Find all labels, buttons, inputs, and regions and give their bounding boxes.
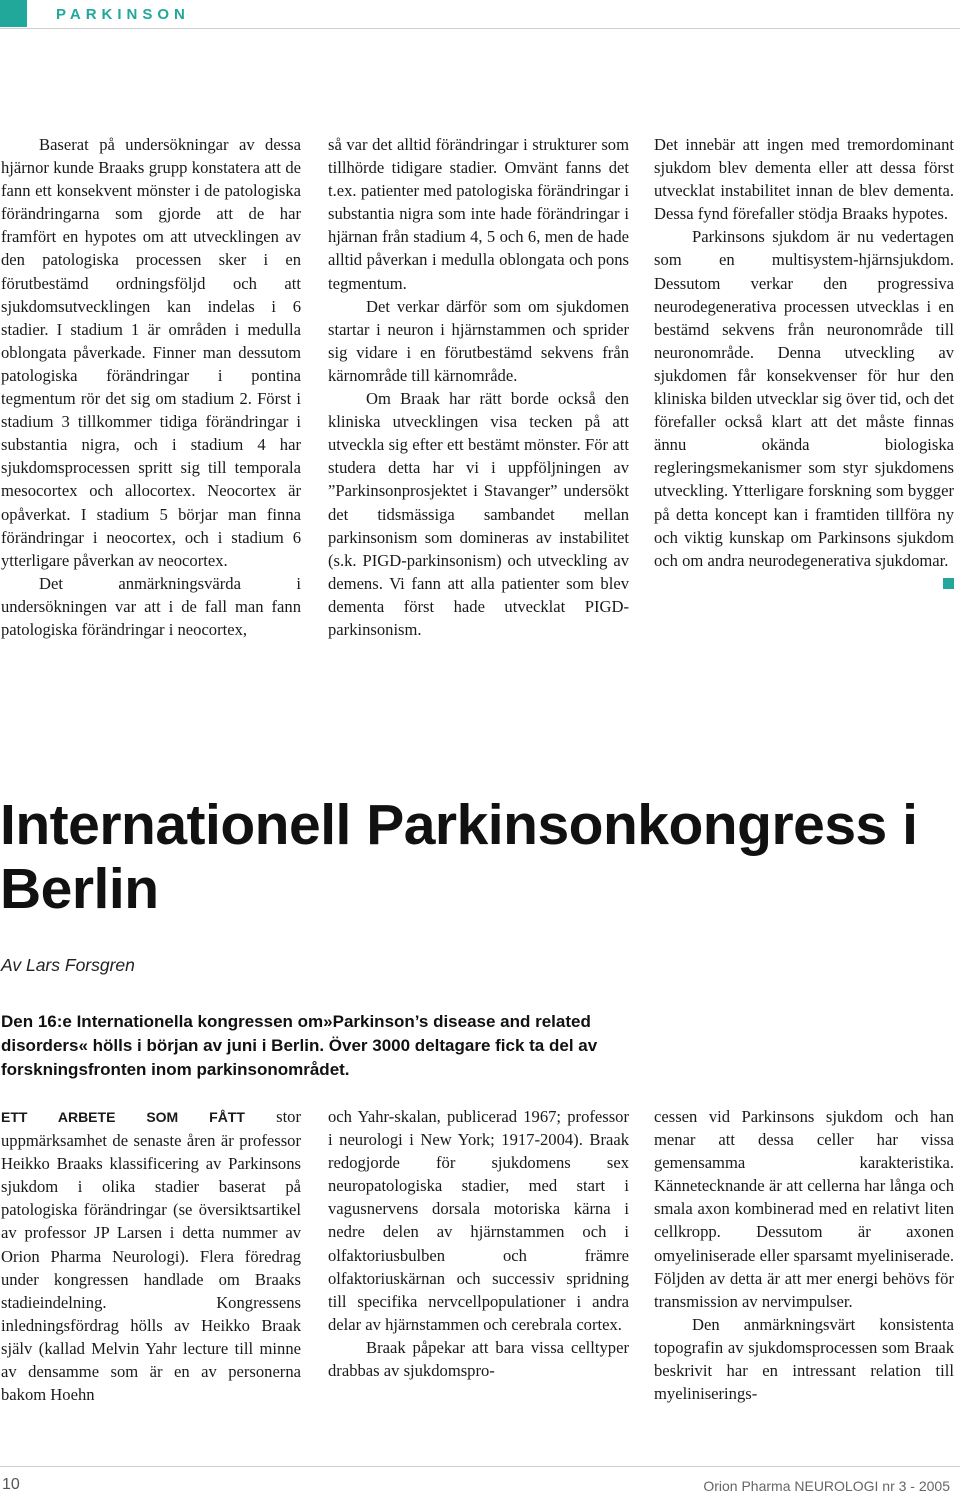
paragraph-text: Parkinsons sjukdom är nu vedertagen som en multisystem-hjärnsjukdom. Dessutom verkar den progressiva neurodegenerativa processen utvecklas i en bestämd sekvens från neuronområde till neuronområde. Denna utveckling av sjukdomen får konsekvenser för hur den kliniska bilden utvecklar sig över tid, och det förefaller också klart att det måste finnas ännu okända biologiska regleringsmekanismer som styr sjukdomens utveckling. Ytterligare forskning som bygger på detta koncept kan i framtiden tillföra ny och viktig kunskap om Parkinsons sjukdom och om andra neurodegenerativa sjukdomar. [654, 227, 954, 570]
section-label: PARKINSON [56, 6, 190, 23]
paragraph: Den anmärkningsvärt konsistenta topografin av sjukdomsprocessen som Braak beskrivit har en intressant relation till myeliniserings- [654, 1314, 954, 1404]
article-column-1 [1, 1105, 301, 1406]
article-column-3 [654, 1105, 954, 1405]
article-ingress: Den 16:e Internationella kongressen om»Parkinson’s disease and related disorders« hölls i början av juni i Berlin. Över 3000 deltagare fick ta del av forskningsfronten inom parkinsonområdet. [1, 1012, 598, 1080]
section-marker [0, 0, 27, 27]
paragraph: och Yahr-skalan, publicerad 1967; professor i neurologi i New York; 1917-2004). Braak redogjorde för sjukdomens sex neuropatologiska stadier, med start i vagusnervens dorsala motoriska kärna i nedre delen av hjärnstammen och i olfaktoriusbulben och främre olfaktoriuskärnan och successiv spridning till specifika nervcellpopulationer i andra delar av hjärnstammen och cerebrala cortex. [328, 1107, 629, 1334]
lead-in: ETT ARBETE SOM FÅTT [1, 1109, 245, 1125]
footer-divider [0, 1466, 960, 1467]
paragraph: Det verkar därför som om sjukdomen startar i neuron i hjärnstammen och sprider sig vidare i en förutbestämd sekvens från kärnområde till kärnområde. [328, 296, 629, 385]
page-number: 10 [2, 1476, 20, 1493]
paragraph: cessen vid Parkinsons sjukdom och han menar att dessa celler har vissa gemensamma karakteristika. Kännetecknande är att cellerna har långa och smala axon kombinerad med en relativt liten cellkropp. Dessutom är axonen omyeliniserade eller sparsamt myeliniserade. Följden av detta är att mer energi behövs för transmission av nervimpulser. [654, 1107, 954, 1311]
article-title: Internationell Parkinsonkongress i Berlin [0, 793, 918, 921]
end-of-article-icon [943, 578, 954, 589]
paragraph [1, 1105, 301, 1406]
paragraph: Det anmärkningsvärda i undersökningen var att i de fall man fann patologiska förändringar i neocortex, [1, 573, 301, 639]
paragraph [654, 225, 954, 571]
upper-column-1 [1, 133, 301, 641]
article-column-2 [328, 1105, 629, 1382]
article-byline: Av Lars Forsgren [1, 955, 135, 975]
upper-column-3 [654, 133, 954, 589]
paragraph: Om Braak har rätt borde också den kliniska utvecklingen visa tecken på att utveckla sig efter ett bestämt mönster. För att studera detta har vi i uppföljningen av ”Parkinsonprosjektet i Stavanger” undersökt det tidsmässiga sambandet mellan parkinsonism som domineras av instabilitet (s.k. PIGD-parkinsonism) och utveckling av demens. Vi fann att alla patienter som blev dementa först hade utvecklat PIGD-parkinsonism. [328, 389, 629, 639]
upper-column-2 [328, 133, 629, 641]
paragraph: Baserat på undersökningar av dessa hjärnor kunde Braaks grupp konstatera att de fann ett konsekvent mönster i de patologiska förändringarna som gjorde att de har framfört en hypotes om att utvecklingen av den patologiska processen sker i en förutbestämd ordningsföljd och att sjukdomsutvecklingen kan indelas i 6 stadier. I stadium 1 är områden i medulla oblongata påverkade. Finner man dessutom patologiska förändringar i pontina tegmentum rör det sig om stadium 2. Först i stadium 3 tillkommer tidiga förändringar i substantia nigra, och i stadium 4 har sjukdomsprocessen spritt sig till temporala mesocortex och allocortex. Neocortex är opåverkat. I stadium 5 börjar man finna förändringar i neocortex, och i stadium 6 ytterligare påverkan av neocortex. [1, 135, 301, 570]
paragraph: Braak påpekar att bara vissa celltyper drabbas av sjukdomspro- [328, 1337, 629, 1381]
journal-name: Orion Pharma NEUROLOGI nr 3 - 2005 [703, 1478, 950, 1494]
header-divider [0, 28, 960, 29]
paragraph-text: stor uppmärksamhet de senaste åren är professor Heikko Braaks klassificering av Parkinsons sjukdom i olika stadier baserat på patologiska förändringar (se översiktsartikel av professor JP Larsen i detta nummer av Orion Pharma Neurologi). Flera föredrag under kongressen handlade om Braaks stadieindelning. Kongressens inledningsfördrag hölls av Heikko Braak själv (kallad Melvin Yahr lecture till minne av densamme som är en av personerna bakom Hoehn [1, 1107, 301, 1405]
paragraph: så var det alltid förändringar i strukturer som tillhörde tidigare stadier. Omvänt fanns det t.ex. patienter med patologiska förändringar i substantia nigra som inte hade förändringar i hjärnan från stadium 4, 5 och 6, men de hade alltid påverkan i medulla oblongata och pons tegmentum. [328, 135, 629, 293]
paragraph: Det innebär att ingen med tremordominant sjukdom blev dementa eller att dessa först utvecklat instabilitet innan de blev dementa. Dessa fynd förefaller stödja Braaks hypotes. [654, 135, 954, 224]
